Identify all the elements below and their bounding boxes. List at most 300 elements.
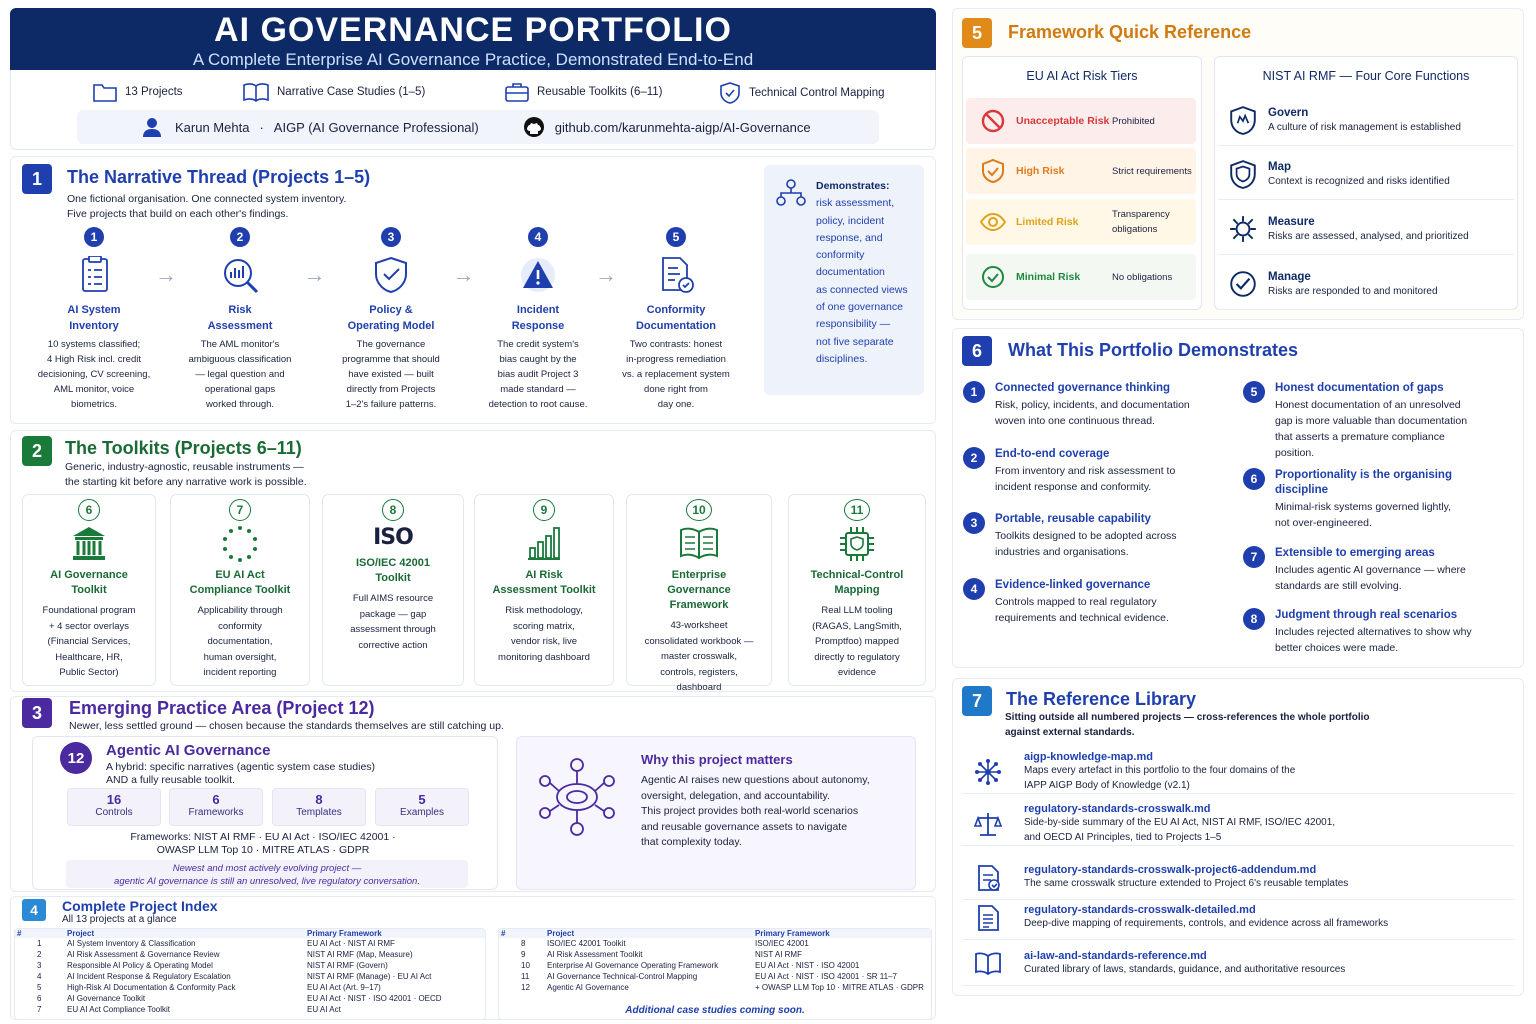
section-7-title: The Reference Library [1006,689,1197,709]
meta-toolkits: Reusable Toolkits (6–11) [505,82,663,102]
library-desc-line: Deep-dive mapping of requirements, controls, and evidence across all frameworks [1024,918,1389,929]
toolkit-number: 11 [844,499,870,521]
nist-function-text [1268,107,1461,133]
nist-function [1218,258,1514,310]
library-desc-line: The same crosswalk structure extended to Project 6's reusable templates [1024,878,1349,889]
project-12-badge: 12 [60,742,92,774]
meta-narrative: Narrative Case Studies (1–5) [243,82,425,102]
section-6-number: 6 [962,336,992,366]
toolkit-title [323,556,463,586]
toolkit-title [789,568,925,598]
demonstrates-number: 7 [1243,546,1265,568]
step-desc-line: detection to root cause. [488,399,588,410]
section-2-desc: Generic, industry-agnostic, reusable instruments — [65,461,304,473]
nist-function-desc: Risks are responded to and monitored [1268,285,1438,297]
github-link[interactable]: github.com/karunmehta-aigp/AI-Governance [554,119,811,135]
risk-tier-name: Minimal Risk [1016,271,1081,283]
risk-tier [966,98,1196,144]
step-desc [319,337,463,412]
section-4-desc: All 13 projects at a glance [62,914,177,925]
demonstrates-desc [1275,562,1535,594]
demonstrates-desc-line: Minimal-risk systems governed lightly, [1275,501,1452,513]
row-framework: EU AI Act · NIST · ISO 42001 · SR 11–7 [755,972,897,981]
toolkit-desc-line: directly to regulatory [814,651,900,663]
why-line: and reusable governance assets to navigate [641,820,848,833]
library-item[interactable] [962,942,1514,986]
toolkit-desc-line: Applicability through [197,605,283,616]
risk-tier-name: Limited Risk [1016,216,1079,228]
toolkit-title-line: Toolkit [71,584,107,596]
step-desc-line: Two contrasts: honest [629,339,723,350]
demonstrates-line: documentation [816,266,885,279]
arrow-right-icon: → [452,262,475,287]
demonstrates-text [816,178,908,368]
demonstrates-desc [995,463,1255,495]
nist-function-name: Manage [1268,270,1311,283]
row-framework: EU AI Act · NIST · ISO 42001 · OECD [307,994,442,1003]
col-project: Project [67,929,95,938]
table-row [499,938,931,949]
risk-tier-desc: Prohibited [1112,115,1155,127]
row-number: 8 [521,939,526,948]
library-desc-line: IAPP AIGP Body of Knowledge (v2.1) [1024,779,1190,791]
toolkit-card [22,494,156,686]
row-framework: + OWASP LLM Top 10 · MITRE ATLAS · GDPR [755,983,924,992]
manage-check-icon [1228,269,1258,299]
library-item[interactable] [962,896,1514,940]
toolkit-title-line: Framework [669,599,729,611]
demonstrates-desc-line: Controls mapped to real regulatory [995,596,1157,608]
step-title-line: Conformity [646,304,706,316]
nist-function-name: Govern [1268,106,1309,119]
toolkit-desc-line: + 4 sector overlays [49,620,129,632]
author-name: Karun Mehta [175,119,250,135]
toolkit-title-line: Toolkit [375,572,411,584]
library-desc-line: Maps every artefact in this portfolio to the four domains of the [1024,764,1296,776]
magnifier-chart-icon [221,256,261,296]
agent-network-icon [537,755,617,839]
step-desc-line: made standard — [500,384,576,395]
document-check-icon [974,864,1002,892]
row-project: AI Risk Assessment & Governance Review [67,950,220,959]
table-row [15,971,485,982]
meta-bar [10,70,936,150]
demonstrates-item [995,447,1255,495]
toolkit-desc-line: Full AIMS resource [352,593,434,604]
stat-label: Templates [296,807,342,818]
section-3-number: 3 [22,698,52,728]
step-desc [22,337,166,412]
demonstrates-heading-line: Honest documentation of gaps [1275,382,1444,394]
library-item[interactable] [962,750,1514,794]
demonstrates-number: 3 [963,512,985,534]
eu-tiers-title: EU AI Act Risk Tiers [1026,69,1138,83]
step-number: 5 [666,227,686,247]
toolkit-desc-line: Healthcare, HR, [55,651,123,663]
map-shield-icon [1228,159,1258,189]
table-row [15,982,485,993]
row-project: EU AI Act Compliance Toolkit [67,1005,171,1014]
toolkit-desc-line: Foundational program [42,605,136,616]
toolkit-number: 8 [382,499,404,521]
section-2-desc-2: the starting kit before any narrative work is possible. [65,476,307,488]
risk-tier-desc-line: obligations [1112,224,1158,235]
demonstrates-desc [995,528,1255,560]
demonstrates-heading-line: End-to-end coverage [995,448,1110,460]
row-project: AI Risk Assessment Toolkit [547,950,643,959]
nist-function-desc: Risks are assessed, analysed, and prioritized [1268,230,1469,242]
prohibited-icon [980,108,1006,134]
demonstrates-desc-line: not over-engineered. [1275,517,1372,529]
row-framework: NIST AI RMF [755,950,802,959]
demonstrates-line: as connected views [816,283,908,296]
demonstrates-desc-line: requirements and technical evidence. [995,612,1169,624]
demonstrates-number: 1 [963,381,985,403]
hierarchy-icon [776,179,806,207]
step-title-line: Documentation [635,320,717,332]
toolkit-card [170,494,310,686]
row-number: 7 [37,1005,42,1014]
nist-function [1218,148,1514,200]
risk-tier [966,254,1196,300]
step-title [606,302,746,334]
index-table-right [498,928,932,1020]
step-title [321,302,461,334]
toolkit-number: 6 [78,499,100,521]
demonstrates-line: policy, incident [816,214,885,227]
page-title: AI GOVERNANCE PORTFOLIO [214,11,732,49]
meta-technical: Technical Control Mapping [719,82,885,104]
toolkit-desc-line: monitoring dashboard [498,651,590,663]
row-number: 3 [37,961,42,970]
step-title-line: Inventory [69,320,119,332]
section-4-number: 4 [22,899,46,921]
section-4-title: Complete Project Index [62,898,218,914]
row-framework: EU AI Act (Art. 9–17) [307,983,381,992]
step-desc-line: decisioning, CV screening, [37,369,151,380]
row-number: 6 [37,994,42,1003]
row-framework: EU AI Act · NIST AI RMF [307,939,395,948]
section-3-title: Emerging Practice Area (Project 12) [69,698,375,718]
stat-value: 16 [106,792,122,807]
toolkit-desc-line: consolidated workbook — [644,635,754,647]
demonstrates-desc-line: Includes rejected alternatives to show why [1275,626,1472,638]
risk-tier-desc-line: Transparency [1112,209,1170,220]
demonstrates-heading [1275,608,1535,623]
demonstrates-line: Demonstrates: [816,180,890,192]
demonstrates-line: of one governance [816,301,903,314]
library-file-link[interactable]: regulatory-standards-crosswalk-detailed.md [1024,904,1256,916]
row-number: 10 [521,961,530,970]
toolbox-icon [505,82,529,102]
demonstrates-heading-line: Judgment through real scenarios [1275,609,1458,621]
demonstrates-line: response, and [816,231,883,244]
demonstrates-desc-line: From inventory and risk assessment to [995,465,1176,477]
demonstrates-desc-line: Honest documentation of an unresolved [1275,399,1461,411]
nist-function-desc: Context is recognized and risks identified [1268,175,1450,187]
demonstrates-line: conformity [816,249,865,262]
section-1-number: 1 [22,164,52,194]
government-building-icon [69,524,109,564]
toolkit-desc-line: Real LLM tooling [821,605,893,616]
toolkit-title-line: ISO/IEC 42001 [356,557,430,569]
toolkit-desc-line: vendor risk, live [511,636,577,647]
bar-chart-icon [524,524,564,564]
demonstrates-heading [1275,468,1535,498]
row-project: High-Risk AI Documentation & Conformity Pack [67,983,236,992]
section-1-desc-2: Five projects that build on each other's findings. [67,208,289,220]
step-desc-line: in-progress remediation [626,354,726,365]
row-project: AI Governance Technical-Control Mapping [547,972,698,981]
demonstrates-desc [995,594,1255,626]
step-number: 4 [528,227,548,247]
meta-projects: 13 Projects [93,82,183,102]
demonstrates-number: 8 [1243,608,1265,630]
toolkit-desc [627,618,771,696]
row-project: AI Governance Toolkit [67,994,146,1003]
demonstrates-box [764,165,924,395]
library-item-text [1024,950,1345,977]
toolkit-number: 10 [686,499,712,521]
section-1-title: The Narrative Thread (Projects 1–5) [67,167,371,187]
section-6-title: What This Portfolio Demonstrates [1008,340,1299,360]
step-title-line: Incident [516,304,560,316]
library-item[interactable] [962,856,1514,900]
row-framework: NIST AI RMF (Govern) [307,961,388,970]
toolkit-card [474,494,614,686]
step-desc-line: bias audit Project 3 [497,369,579,380]
page-subtitle: A Complete Enterprise AI Governance Practice, Demonstrated End-to-End [192,50,754,69]
section-1-desc: One fictional organisation. One connected system inventory. [67,193,347,205]
table-row [15,960,485,971]
demonstrates-desc-line: industries and organisations. [995,546,1129,558]
step-title-line: AI System [67,304,121,316]
step-number: 1 [84,227,104,247]
arrow-right-icon: → [155,262,177,287]
demonstrates-line: risk assessment, [816,197,895,210]
risk-tier [966,199,1196,245]
header-banner [10,8,936,70]
library-desc-line: Curated library of laws, standards, guidance, and authoritative resources [1024,964,1346,975]
toolkit-desc-line: human oversight, [203,651,277,663]
section-7-desc: Sitting outside all numbered projects — cross-references the whole portfolio [1005,712,1370,723]
demonstrates-line: not five separate [816,335,894,348]
toolkit-desc-line: Promptfoo) mapped [815,636,899,647]
step-title-line: Risk [228,304,252,316]
library-file-link[interactable]: aigp-knowledge-map.md [1024,750,1153,763]
arrow-right-icon: → [303,262,326,287]
author-cert: AIGP (AI Governance Professional) [273,119,479,135]
col-framework: Primary Framework [755,929,830,938]
step-desc [604,337,748,412]
demonstrates-desc [1275,499,1535,531]
toolkit-desc-line: 43-worksheet [670,620,728,631]
demonstrates-desc-line: standards are still evolving. [1275,580,1402,592]
library-item-text [1024,864,1348,891]
toolkit-number: 7 [229,499,251,521]
demonstrates-desc-line: woven into one continuous thread. [995,415,1155,427]
stat-card [169,788,263,826]
step-desc-line: biometrics. [71,399,117,410]
section-2-title: The Toolkits (Projects 6–11) [65,438,302,458]
toolkit-desc-line: (Financial Services, [47,636,131,647]
section-5-title: Framework Quick Reference [1008,22,1252,42]
book-icon [243,82,269,102]
demonstrates-line: responsibility — [816,318,891,331]
toolkit-title [475,568,613,598]
demonstrates-desc-line: gap is more valuable than documentation [1275,415,1468,427]
risk-tier-desc [1112,207,1170,237]
toolkit-title-line: Governance [667,584,731,596]
toolkit-desc-line: assessment through [350,624,436,635]
demonstrates-number: 4 [963,578,985,600]
govern-icon [1228,105,1258,135]
row-number: 11 [521,972,530,981]
nist-function-text [1268,216,1469,242]
demonstrates-heading [1275,546,1535,561]
library-desc-line: Side-by-side summary of the EU AI Act, NIST AI RMF, ISO/IEC 42001, [1024,816,1336,828]
why-line: that complexity today. [641,836,742,848]
step-title-line: Policy & [369,304,413,316]
row-framework: EU AI Act · NIST · ISO 42001 [755,961,860,970]
toolkit-title-line: EU AI Act [215,569,265,581]
toolkit-desc-line: conformity [218,620,262,632]
toolkit-title-line: Technical-Control [810,569,904,581]
step-desc-line: have existed — built [348,369,434,380]
library-file-link[interactable]: regulatory-standards-crosswalk.md [1024,802,1211,815]
toolkit-desc-line: master crosswalk, [660,651,737,662]
toolkit-title [627,568,771,613]
demonstrates-heading-line: Evidence-linked governance [995,579,1151,591]
table-row [15,1004,485,1015]
col-num: # [501,929,506,938]
step-desc-line: AML monitor, voice [53,384,135,395]
shield-warning-icon [980,158,1006,184]
step-title [468,302,608,334]
demonstrates-desc [1275,397,1535,461]
step-desc-line: programme that should [342,354,440,365]
library-file-link[interactable]: ai-law-and-standards-reference.md [1024,950,1207,962]
section-5-number: 5 [962,18,992,48]
risk-tier [966,148,1196,194]
section-7-number: 7 [962,686,992,716]
demonstrates-item [995,512,1255,560]
toolkit-desc-line: evidence [837,667,877,678]
github-icon [523,116,545,138]
step-desc-line: day one. [657,399,695,410]
stat-value: 5 [418,792,426,807]
nist-function-name: Measure [1268,215,1315,228]
toolkit-desc-line: (RAGAS, LangSmith, [812,620,902,632]
why-line: Agentic AI raises new questions about autonomy, [641,774,870,786]
measure-gear-icon [1228,214,1258,244]
stat-label: Frameworks [188,807,244,818]
demonstrates-item [1275,381,1535,461]
toolkit-desc-line: documentation, [207,636,273,647]
step-desc [466,337,610,412]
stat-value: 6 [212,792,220,807]
row-framework: ISO/IEC 42001 [755,939,809,948]
demonstrates-desc-line: Risk, policy, incidents, and documentation [995,399,1190,411]
warning-icon [519,256,559,296]
toolkit-title-line: Mapping [834,584,880,596]
table-row [15,949,485,960]
library-item[interactable] [962,802,1514,846]
toolkit-desc-line: package — gap [359,608,427,620]
why-line: oversight, delegation, and accountability. [641,789,830,802]
document-list-icon [974,904,1002,932]
check-circle-icon [980,264,1006,290]
toolkit-desc [171,603,309,681]
clipboard-list-icon [75,256,115,296]
table-row [15,938,485,949]
demonstrates-heading-line: discipline [1275,484,1329,496]
arrow-right-icon: → [595,262,617,287]
table-row [499,982,931,993]
step-desc-line: ambiguous classification [188,354,292,365]
network-icon [974,758,1002,786]
demonstrates-item [1275,608,1535,656]
toolkit-title-line: AI Governance [50,569,128,581]
project-12-note-2: agentic AI governance is still an unresolved, live regulatory conversation. [114,876,420,887]
demonstrates-item [1275,546,1535,594]
project-12-note [66,860,468,888]
project-12-note-1: Newest and most actively evolving project — [172,863,362,874]
toolkit-title-line: Enterprise [671,569,727,581]
demonstrates-heading-line: Portable, reusable capability [995,513,1151,525]
row-framework: NIST AI RMF (Manage) · EU AI Act [307,972,432,981]
row-framework: NIST AI RMF (Map, Measure) [307,950,413,959]
step-desc-line: The governance [356,339,426,350]
step-desc [168,337,312,412]
demonstrates-heading [995,381,1255,396]
why-title: Why this project matters [641,752,793,767]
row-number: 12 [521,983,530,992]
index-footer: Additional case studies coming soon. [625,1005,805,1016]
shield-check-icon [719,82,741,104]
row-number: 2 [37,950,42,959]
toolkit-desc-line: incident reporting [203,667,277,678]
row-number: 5 [37,983,42,992]
step-desc-line: The credit system's [497,339,579,350]
col-num: # [17,929,22,938]
toolkit-desc-line: dashboard [676,682,722,693]
row-number: 1 [37,939,42,948]
row-number: 4 [37,972,42,981]
demonstrates-desc-line: better choices were made. [1275,642,1399,654]
open-book-icon [679,524,719,564]
step-title-line: Response [511,320,565,332]
row-project: AI Incident Response & Regulatory Escalation [67,972,231,981]
library-item-text [1024,904,1388,931]
user-icon [141,116,163,138]
demonstrates-heading [1275,381,1535,396]
demonstrates-item [995,578,1255,626]
why-text [641,773,870,851]
nist-function-text [1268,161,1450,187]
why-line: This project provides both real-world scenarios [641,805,859,817]
toolkit-desc-line: scoring matrix, [513,620,575,632]
table-row [499,960,931,971]
stat-label: Examples [400,807,444,818]
toolkit-title-line: Assessment Toolkit [492,584,596,596]
library-file-link[interactable]: regulatory-standards-crosswalk-project6-addendum.md [1024,864,1317,876]
col-framework: Primary Framework [307,929,382,938]
toolkit-card [788,494,926,686]
project-12-frameworks-2: OWASP LLM Top 10 · MITRE ATLAS · GDPR [156,844,370,856]
eu-stars-icon [220,524,260,564]
toolkit-desc [789,603,925,681]
